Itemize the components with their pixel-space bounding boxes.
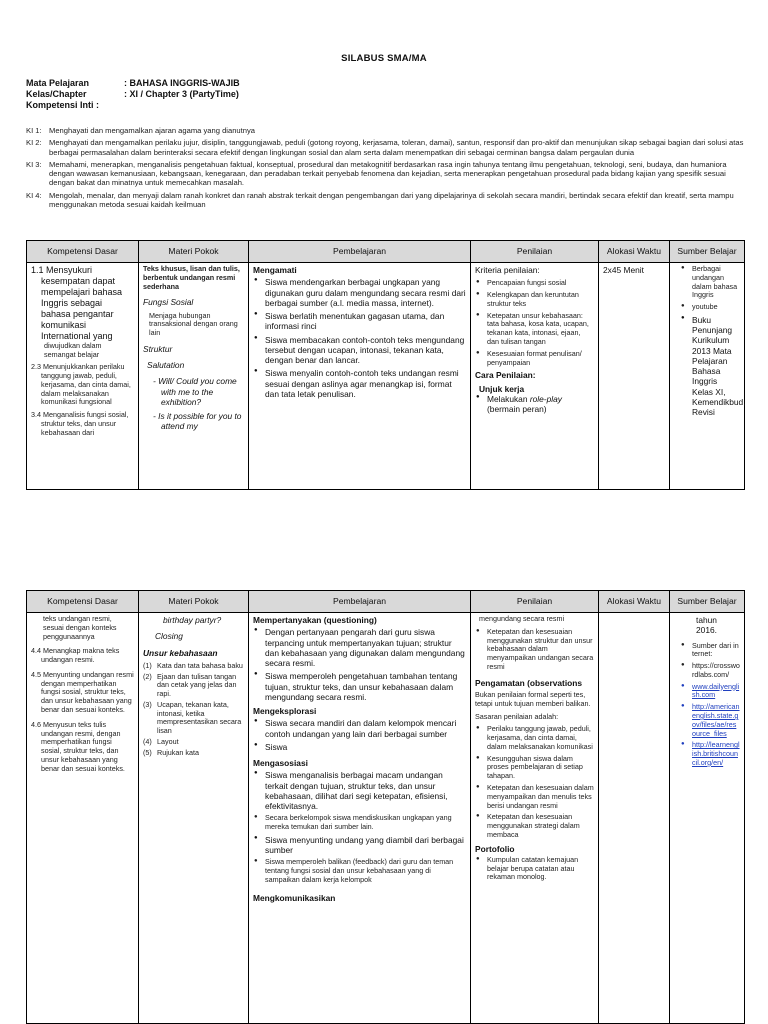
list-item: ● youtube <box>680 303 740 312</box>
meta-row <box>26 89 240 100</box>
sumber-cell <box>670 613 745 1024</box>
activity-list <box>253 718 466 752</box>
materi-example: - Will/ Could you come with me to the exhibition? <box>153 376 237 407</box>
meta-key: Mata Pelajaran <box>26 78 90 88</box>
kd-item: 1.1 Mensyukuri kesempatan dapat mempelajari bahasa Inggris sebagai bahasa pengantar komunikasi International yang <box>31 265 123 341</box>
list-item: ● Perilaku tanggung jawab, peduli, kerjasama, dan cinta damai, dalam melaksanakan komunikasi <box>475 725 594 751</box>
syllabus-page-2 <box>0 590 768 1024</box>
kd-item: 2.3 Menunjukkankan perilaku tanggung jawab, peduli, kerjasama, dan cinta damai, dalam melaksanakan komunikasi fungsional <box>31 362 131 407</box>
item-number: (5) <box>143 747 152 757</box>
meta-key: Kompetensi Inti : <box>26 100 100 110</box>
list-item <box>143 662 244 671</box>
meta-row <box>26 100 240 111</box>
activity-list <box>253 627 466 702</box>
materi-cell <box>139 613 249 1024</box>
document-title: SILABUS SMA/MA <box>341 53 427 64</box>
sumber-cell <box>670 263 745 490</box>
activity-heading: Mengkomunikasikan <box>253 892 336 903</box>
ki-text: Mengolah, menalar, dan menyaji dalam ranah konkret dan ranah abstrak terkait dengan pengembangan dari yang dipelajarinya di sekolah secara mandiri, bertindak secara efektif dan kreatif, serta mampu menggunakan metoda sesuai kaidah keilmuan <box>49 190 734 209</box>
list-item: ● Siswa <box>253 742 466 752</box>
col-header: Alokasi Waktu <box>599 591 670 613</box>
list-item: ● Berbagai undangan dalam bahasa Inggris <box>680 265 740 300</box>
col-header: Alokasi Waktu <box>599 241 670 263</box>
list-item: ● Ketepatan unsur kebahasaan: tata bahasa, kosa kata, ucapan, tekanan kata, intonasi, ejaan, dan tulisan tangan <box>475 312 594 347</box>
col-header: Pembelajaran <box>249 241 471 263</box>
penilaian-cell <box>471 613 599 1024</box>
list-item: ● Siswa memperoleh balikan (feedback) dari guru dan teman tentang fungsi sosial dan unsur kebahasaan yang di sampaikan dalam kerja kelompok <box>253 858 466 884</box>
item-text: Melakukan <box>487 393 530 404</box>
list-item: ● Pencapaian fungsi sosial <box>475 279 594 288</box>
assessment-list <box>475 394 594 415</box>
activity-heading: Mengamati <box>253 265 297 275</box>
ki-text: Memahami, menerapkan, menganalisis pengetahuan faktual, konseptual, prosedural dan metakognitif berdasarkan rasa ingin tahunya tentang ilmu pengetahuan, teknologi, seni, budaya, dan humaniora dengan wawasan kemanusiaan, kebangsaan, kenegaraan, dan peradaban terkait penyebab fenomena dan kejadian, serta menerapkan pengetahuan prosedural pada bidang kajian yang spesifik sesuai dengan bakat dan minatnya untuk memecahkan masalah. <box>49 159 727 188</box>
list-item <box>143 701 244 736</box>
meta-row <box>26 78 240 89</box>
activity-heading: Mempertanyakan (questioning) <box>253 615 377 625</box>
list-item: ● Siswa menganalisis berbagai macam undangan terkait dengan tujuan, struktur teks, dan unsur kebahasaan, dilihat dari segi ketepatan, efisiensi, efektivitasnya. <box>253 770 466 811</box>
assessment-heading: Pengamatan (observations <box>475 677 583 688</box>
list-item: ● Kesesuaian format penulisan/ penyampaian <box>475 350 594 368</box>
assessment-text: Sasaran penilaian adalah: <box>475 711 559 721</box>
source-link[interactable]: ● www.dailyenglish.com <box>680 683 740 701</box>
assessment-list <box>475 628 594 672</box>
list-item: ● Siswa berlatih menentukan gagasan utama, dan informasi rinci <box>253 311 466 332</box>
col-header: Penilaian <box>471 241 599 263</box>
col-header: Sumber Belajar <box>670 241 745 263</box>
col-header: Sumber Belajar <box>670 591 745 613</box>
pembelajaran-cell <box>249 613 471 1024</box>
meta-key: Kelas/Chapter <box>26 89 87 99</box>
kd-item: 4.4 Menangkap makna teks undangan resmi. <box>31 646 120 665</box>
list-item <box>475 394 594 415</box>
source-text: tahun 2016. <box>696 615 717 636</box>
alokasi-cell <box>599 613 670 1024</box>
kd-item: 4.6 Menyusun teks tulis undangan resmi, dengan memperhatikan fungsi sosial, struktur teks, dan unsur kebahasaan yang benar dan sesuai konteks. <box>31 719 125 773</box>
kd-item-cont: diwujudkan dalam semangat belajar <box>44 340 102 359</box>
col-header: Materi Pokok <box>139 591 249 613</box>
assessment-heading: Kriteria penilaian: <box>475 265 540 275</box>
list-item <box>143 749 244 758</box>
list-item: ● Ketepatan dan kesesuaian menggunakan strategi dalam membaca <box>475 813 594 839</box>
col-header: Pembelajaran <box>249 591 471 613</box>
assessment-heading: Portofolio <box>475 843 515 854</box>
item-text: Ucapan, tekanan kata, intonasi, ketika mempresentasikan secara lisan <box>157 699 242 736</box>
language-list <box>143 662 244 758</box>
syllabus-table-2 <box>26 590 745 1024</box>
table-row <box>27 613 745 1024</box>
materi-subheading: Closing <box>155 631 183 642</box>
item-number: (1) <box>143 660 152 670</box>
col-header: Materi Pokok <box>139 241 249 263</box>
list-item: ● Siswa memperoleh pengetahuan tambahan tentang tujuan, struktur teks, dan unsur kebahasaan dalam mengundang secara resmi. <box>253 671 466 702</box>
item-text: Rujukan kata <box>157 747 199 757</box>
kd-cell <box>27 613 139 1024</box>
activity-list <box>253 277 466 399</box>
syllabus-table-1 <box>26 240 745 490</box>
ki-label: KI 2: <box>26 138 42 148</box>
activity-heading: Mengasosiasi <box>253 758 308 768</box>
list-item: ● Kesungguhan siswa dalam proses pembelajaran di setiap tahapan. <box>475 755 594 781</box>
list-item: ● Secara berkelompok siswa mendiskusikan ungkapan yang mereka temukan dari sumber lain. <box>253 814 466 832</box>
list-item: ● Siswa membacakan contoh-contoh teks mengundang tersebut dengan ucapan, intonasi, tekanan kata, dengan benar dan lancar. <box>253 335 466 366</box>
materi-example: - Is it possible for you to attend my <box>153 411 242 432</box>
materi-example: birthday partyr? <box>163 615 222 625</box>
item-text: Kata dan tata bahasa baku <box>157 660 243 670</box>
source-link[interactable]: ● http://americanenglish.state.gov/files/ae/resource_files <box>680 703 740 738</box>
materi-subheading: Unsur kebahasaan <box>143 647 218 658</box>
kd-cell <box>27 263 139 490</box>
list-item <box>143 673 244 699</box>
list-item: ● Siswa menyunting undang yang diambil dari berbagai sumber <box>253 835 466 856</box>
meta-value: : XI / Chapter 3 (PartyTime) <box>124 89 239 99</box>
list-item: ● Kumpulan catatan kemajuan belajar berupa catatan atau rekaman monolog. <box>475 856 594 882</box>
col-header: Kompetensi Dasar <box>27 241 139 263</box>
ki-label: KI 1: <box>26 126 42 135</box>
materi-text: Menjaga hubungan transaksional dengan orang lain <box>149 310 238 338</box>
assessment-list <box>475 856 594 882</box>
ki-label: KI 4: <box>26 190 42 200</box>
source-list <box>674 642 740 768</box>
source-link[interactable]: ● http://learnenglish.britishcouncil.org/en/ <box>680 741 740 767</box>
list-item <box>143 738 244 747</box>
kd-item: 3.4 Menganalisis fungsi sosial, struktur teks, dan unsur kebahasaan dari <box>31 410 129 437</box>
materi-subheading: Fungsi Sosial <box>143 297 194 308</box>
table-header-row <box>27 591 745 613</box>
assessment-text: Bukan penilaian formal seperti tes, tetapi untuk tujuan memberi balikan. <box>475 689 591 708</box>
assessment-text: mengundang secara resmi <box>479 614 565 623</box>
assessment-heading: Cara Penilaian: <box>475 370 536 381</box>
ki-item <box>26 138 744 157</box>
alokasi-cell: 2x45 Menit <box>599 263 670 490</box>
activity-list <box>253 770 466 884</box>
materi-subheading: Salutation <box>147 360 185 371</box>
item-number: (4) <box>143 737 152 746</box>
assessment-list <box>475 725 594 839</box>
page-gap <box>0 530 768 590</box>
list-item: ● Kelengkapan dan keruntutan struktur teks <box>475 291 594 309</box>
ki-item <box>26 191 744 210</box>
materi-cell <box>139 263 249 490</box>
ki-text: Menghayati dan mengamalkan perilaku jujur, disiplin, tanggungjawab, peduli (gotong royong, kerjasama, toleran, damai), santun, responsif dan pro-aktif dan menunjukan sikap sebagai bagian dari solusi atas berbagai permasalahan dalam berinteraksi secara efektif dengan lingkungan sosial dan alam serta dalam menempatkan diri sebagai cerminan bangsa dalam pergaulan dunia <box>49 138 744 157</box>
course-meta <box>26 78 240 111</box>
penilaian-cell <box>471 263 599 490</box>
meta-value: : BAHASA INGGRIS-WAJIB <box>124 78 240 88</box>
item-number: (3) <box>143 699 152 709</box>
materi-heading: Teks khusus, lisan dan tulis, berbentuk undangan resmi sederhana <box>143 264 240 291</box>
table-row <box>27 263 745 490</box>
ki-item <box>26 126 744 135</box>
item-number: (2) <box>143 671 152 681</box>
item-text: Layout <box>157 737 179 746</box>
ki-label: KI 3: <box>26 159 42 169</box>
col-header: Penilaian <box>471 591 599 613</box>
list-item: ● Sumber dari internet: <box>680 642 740 660</box>
col-header: Kompetensi Dasar <box>27 591 139 613</box>
item-text: (bermain peran) <box>487 404 547 415</box>
pembelajaran-cell <box>249 263 471 490</box>
list-item: ● Ketepatan dan kesesuaian menggunakan struktur dan unsur kebahasaan dalam menyampaikan undangan secara resmi <box>475 628 594 672</box>
list-item: ● Siswa secara mandiri dan dalam kelompok mencari contoh undangan yang lain dari berbagai sumber <box>253 718 466 739</box>
item-text: Ejaan dan tulisan tangan dan cetak yang jelas dan rapi. <box>157 671 237 699</box>
list-item: ● https://crosswordlabs.com/ <box>680 662 740 680</box>
materi-subheading: Struktur <box>143 343 173 354</box>
list-item: ● Buku Penunjang Kurikulum 2013 Mata Pelajaran Bahasa Inggris Kelas XI, Kemendikbud, Revisi <box>680 315 740 418</box>
list-item: ● Dengan pertanyaan pengarah dari guru siswa terpancing untuk mempertanyakan tujuan; struktur dan kebahasaan yang digunakan dalam mengundang secara resmi. <box>253 627 466 668</box>
table-header-row <box>27 241 745 263</box>
source-list <box>674 264 746 418</box>
list-item: ● Ketepatan dan kesesuaian dalam menyampaikan dan menulis teks berisi undangan resmi <box>475 784 594 810</box>
activity-heading: Mengeksplorasi <box>253 706 317 716</box>
ki-text: Menghayati dan mengamalkan ajaran agama yang dianutnya <box>49 126 256 135</box>
list-item: ● Siswa menyalin contoh-contoh teks undangan resmi sesuai dengan aslinya agar menangkap isi, format dan tata letak penulisan. <box>253 368 466 399</box>
item-text: role-play <box>529 393 562 404</box>
assessment-list <box>475 279 594 367</box>
kd-item: 4.5 Menyunting undangan resmi dengan memperhatikan fungsi sosial, struktur teks, dan unsur kebahasaan yang benar dan sesuai konteks. <box>31 669 134 715</box>
ki-item <box>26 160 744 188</box>
kd-item-cont: teks undangan resmi, sesuai dengan konteks penggunaannya <box>43 614 117 641</box>
list-item: ● Siswa mendengarkan berbagai ungkapan yang digunakan guru dalam mengundang secara resmi dari berbagai sumber (a.l. media massa, internet). <box>253 277 466 308</box>
core-competencies <box>26 126 744 212</box>
assessment-heading: Unjuk kerja <box>479 383 525 394</box>
